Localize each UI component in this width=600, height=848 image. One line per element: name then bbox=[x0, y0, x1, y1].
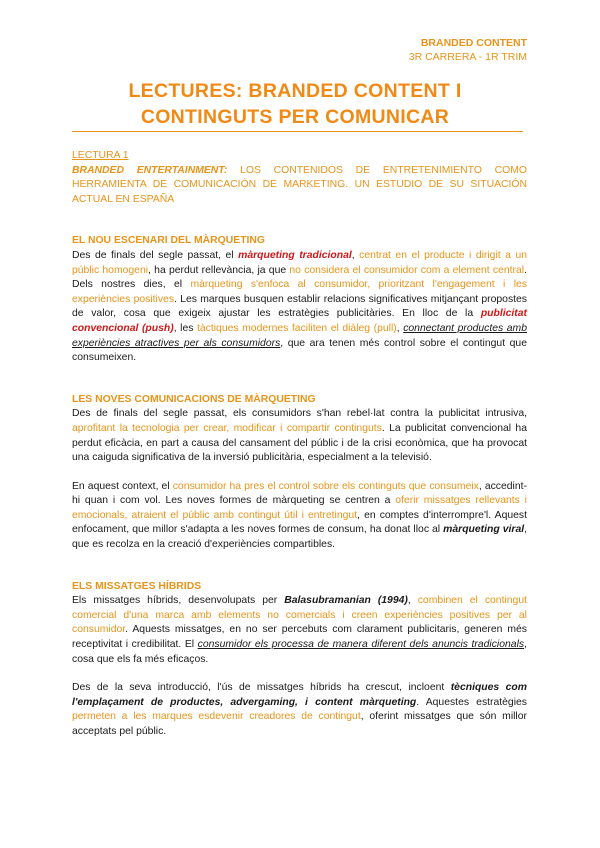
section-paragraph: Des de la seva introducció, l'ús de missatges híbrids ha crescut, incloent tècniques com l'emplaçament de productes, advergaming, i content màrqueting. Aquestes estratègies permeten a les marques esdevenir creadores de contingut, oferint missatges que són millor acceptats pel públic. bbox=[72, 682, 527, 737]
emphasis-bold: Balasubramanian (1994) bbox=[284, 595, 408, 607]
document-header bbox=[409, 36, 527, 64]
section-heading-noves-comunicacions: LES NOVES COMUNICACIONS DE MÀRQUETING bbox=[72, 393, 316, 405]
highlight-orange: tàctiques modernes faciliten el diàleg (pull) bbox=[197, 322, 397, 334]
title-divider bbox=[72, 131, 523, 132]
section-paragraph: Des de finals del segle passat, el màrqueting tradicional, centrat en el producte i dirigit a un públic homogeni, ha perdut rellevància, ja que no considera el consumidor com a element central. Dels nostres dies, el màrqueting s'enfoca al consumidor, prioritzant l'engagement i les experiències positives. Les marques busquen establir relacions significatives mitjançant propostes de valor, cosa que exigeix ajustar les estratègies publicitàries. En lloc de la publicitat convencional (push), les tàctiques modernes faciliten el diàleg (pull), connectant productes amb experiències atractives per als consumidors, que ara tenen més control sobre el contingut que consumeixen. bbox=[72, 249, 528, 364]
highlight-orange: oferir missatges rellevants i emocionals, atraient el públic amb contingut útil i entretingut bbox=[72, 495, 527, 521]
highlight-orange: permeten a les marques esdevenir creadores de contingut bbox=[72, 711, 361, 723]
reading-label: LECTURA 1 bbox=[72, 150, 129, 161]
underlined-phrase: consumidor els processa de manera diferent dels anuncis tradicionals bbox=[197, 639, 525, 651]
section-paragraph: Els missatges híbrids, desenvolupats per Balasubramanian (1994), combinen el contingut comercial d'una marca amb elements no comercials i creen experiències positives per al consumidor. Aquests missatges, en no ser percebuts com clarament publicitaris, generen més receptivitat i credibilitat. El consumidor els processa de manera diferent dels anuncis tradicionals, cosa que els fa més eficaços. bbox=[72, 595, 528, 665]
course-term: 3R CARRERA - 1R TRIM bbox=[408, 51, 527, 63]
page-title-line-1: LECTURES: BRANDED CONTENT I bbox=[128, 80, 462, 102]
emphasis-red: màrqueting tradicional bbox=[238, 249, 352, 261]
course-name: BRANDED CONTENT bbox=[420, 37, 527, 49]
highlight-orange: aprofitant la tecnologia per crear, modificar i compartir continguts bbox=[72, 422, 382, 434]
reading-block bbox=[72, 149, 527, 207]
section-heading-missatges-hibrids: ELS MISSATGES HÍBRIDS bbox=[72, 580, 202, 592]
emphasis-red: publicitat convencional (push) bbox=[72, 308, 527, 334]
underlined-phrase: connectant productes amb experiències atractives per als consumidors bbox=[72, 322, 527, 349]
highlight-orange: combinen el contingut comercial d'una marca amb elements no comercials i creen experiències positives per al consumidor bbox=[72, 595, 528, 636]
reading-title bbox=[72, 164, 527, 208]
highlight-orange: màrqueting s'enfoca al consumidor, prioritzant l'engagement i les experiències positives bbox=[72, 279, 527, 305]
page-title bbox=[60, 78, 530, 130]
highlight-orange: no considera el consumidor com a element central bbox=[289, 264, 525, 276]
page-title-line-2: CONTINGUTS PER COMUNICAR bbox=[140, 106, 450, 128]
section-paragraph: Des de finals del segle passat, els consumidors s'han rebel·lat contra la publicitat intrusiva, aprofitant la tecnologia per crear, modificar i compartir continguts. La publicitat convencional ha perdut eficàcia, en part a causa del cansament del públic i de la crisi econòmica, que ha provocat una caiguda significativa de la inversió publicitària, especialment a la televisió. bbox=[72, 408, 527, 464]
section-paragraph: En aquest context, el consumidor ha pres el control sobre els continguts que consumeix, accedint-hi quan i com vol. Les noves formes de màrqueting se centren a oferir missatges rellevants i emocionals, atraient el públic amb contingut útil i entretingut, en comptes d'interrompre'l. Aquest enfocament, que millor s'adapta a les noves formes de consum, ha donat lloc al màrqueting viral, que es recolza en la creació d'experiències compartibles. bbox=[72, 480, 527, 551]
highlight-orange: centrat en el producte i dirigit a un públic homogeni bbox=[72, 249, 528, 276]
reading-title-rest: LOS CONTENIDOS DE ENTRETENIMIENTO COMO HERRAMIENTA DE COMUNICACIÓN DE MARKETING. UN ESTUDIO DE SU SITUACIÓN ACTUAL EN ESPAÑA bbox=[72, 164, 527, 205]
highlight-orange: consumidor ha pres el control sobre els continguts que consumeix bbox=[172, 480, 479, 492]
reading-title-emphasis: BRANDED ENTERTAINMENT: bbox=[72, 164, 228, 176]
emphasis-bold: tècniques com l'emplaçament de productes, advergaming, i content màrqueting bbox=[72, 682, 527, 708]
emphasis-bold: màrqueting viral bbox=[443, 524, 525, 536]
document-body bbox=[72, 149, 527, 740]
section-heading-nou-escenari: EL NOU ESCENARI DEL MÀRQUETING bbox=[72, 235, 266, 247]
